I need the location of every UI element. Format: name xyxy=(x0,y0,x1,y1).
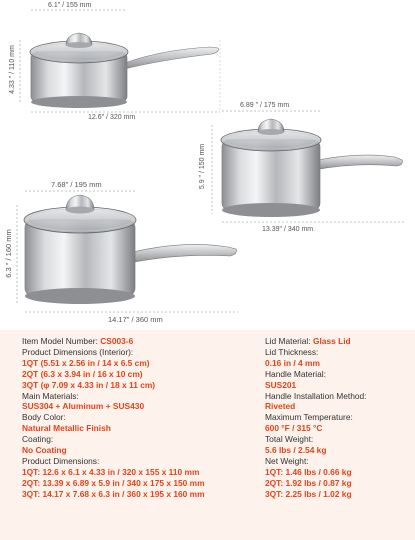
lid-material-value: Glass Lid xyxy=(312,336,351,346)
small-length-label: 12.6" / 320 mm xyxy=(88,114,136,121)
interior-3qt: 3QT (φ 7.09 x 4.33 in / 18 x 11 cm) xyxy=(22,379,156,390)
materials-value: SUS304 + Aluminum + SUS430 xyxy=(22,401,145,412)
medium-height-label: 5.9 " / 150 mm xyxy=(199,143,207,190)
specifications-panel xyxy=(0,330,415,540)
body-color-label: Body Color: xyxy=(22,412,66,423)
specs-left-column xyxy=(22,336,260,500)
medium-length-label: 13.39" / 340 mm xyxy=(262,226,314,233)
net-weight-label: Net Weight: xyxy=(265,455,309,466)
coating-label: Coating: xyxy=(22,434,54,445)
handle-install-value: Riveted xyxy=(265,401,296,412)
coating-value: No Coating xyxy=(22,445,67,456)
interior-dim-label: Product Dimensions (Interior): xyxy=(22,346,134,357)
lid-material-label: Lid Material: xyxy=(265,336,313,346)
model-row xyxy=(22,336,260,347)
specs-right-column xyxy=(265,336,410,500)
lid-material-row xyxy=(265,336,410,347)
large-height-label: 6.3 " / 160 mm xyxy=(3,229,13,278)
large-saucepan xyxy=(24,195,236,304)
large-width-label: 7.68" / 195 mm xyxy=(51,180,102,189)
model-value: CS003-6 xyxy=(100,336,134,346)
total-weight-label: Total Weight: xyxy=(265,434,314,445)
net-weight-3qt: 3QT: 2.25 lbs / 1.02 kg xyxy=(265,488,352,499)
handle-material-label: Handle Material: xyxy=(265,368,326,379)
medium-width-label: 6.89 " / 175 mm xyxy=(240,102,290,109)
medium-saucepan xyxy=(221,119,402,217)
handle-install-label: Handle Installation Method: xyxy=(265,390,367,401)
product-dim-1qt: 1QT: 12.6 x 6.1 x 4.33 in / 320 x 155 x 110 mm xyxy=(22,466,200,477)
handle-material-value: SUS201 xyxy=(265,379,297,390)
body-color-value: Natural Metallic Finish xyxy=(22,423,111,434)
lid-thickness-label: Lid Thickness: xyxy=(265,346,319,357)
product-dim-3qt: 3QT: 14.17 x 7.68 x 6.3 in / 360 x 195 x 160 mm xyxy=(22,488,205,499)
interior-1qt: 1QT (5.51 x 2.56 in / 14 x 6.5 cm) xyxy=(22,357,150,368)
small-width-label: 6.1" / 155 mm xyxy=(48,2,92,9)
materials-label: Main Materials: xyxy=(22,390,79,401)
net-weight-1qt: 1QT: 1.46 lbs / 0.66 kg xyxy=(265,466,352,477)
interior-2qt: 2QT (6.3 x 3.94 in / 16 x 10 cm) xyxy=(22,368,143,379)
product-dim-2qt: 2QT: 13.39 x 6.89 x 5.9 in / 340 x 175 x 150 mm xyxy=(22,477,205,488)
model-label: Item Model Number: xyxy=(22,336,101,346)
net-weight-2qt: 2QT: 1.92 lbs / 0.87 kg xyxy=(265,477,352,488)
small-saucepan xyxy=(30,33,218,108)
max-temp-label: Maximum Temperature: xyxy=(265,412,353,423)
small-height-label: 4.33 " / 110 mm xyxy=(8,45,16,94)
total-weight-value: 5.6 lbs / 2.54 kg xyxy=(265,445,327,456)
lid-thickness-value: 0.16 in / 4 mm xyxy=(265,357,320,368)
product-dim-label: Product Dimensions: xyxy=(22,455,100,466)
max-temp-value: 600 °F / 315 °C xyxy=(265,423,323,434)
large-length-label: 14.17" / 360 mm xyxy=(108,315,163,324)
